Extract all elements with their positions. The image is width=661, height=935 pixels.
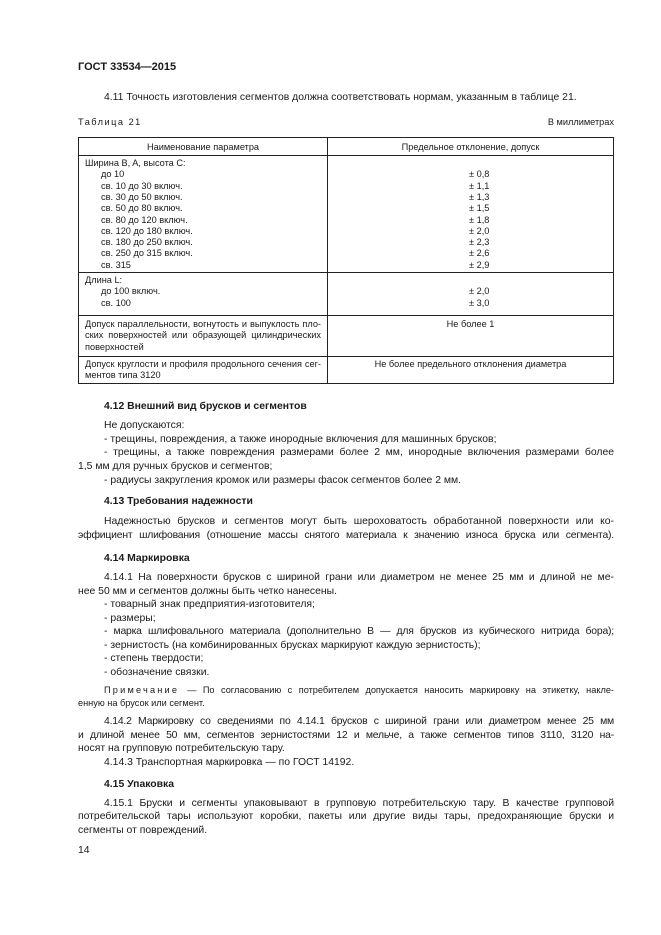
column-header-tolerance: Предельное отклонение, допуск	[401, 142, 540, 152]
tolerance-cell: ± 2,6	[469, 248, 490, 259]
section-4-14-heading: 4.14 Маркировка	[104, 553, 190, 564]
param-cell: до 10	[101, 169, 125, 180]
text-line: потребительской тары используют коробки, пакеты или другие виды тары, предохраняющие бруски и	[78, 811, 614, 822]
paragraph-4-11: 4.11 Точность изготовления сегментов должна соответствовать нормам, указанным в таблице 21.	[104, 92, 577, 103]
list-item: - обозначение связки.	[104, 667, 210, 678]
param-cell: св. 180 до 250 включ.	[101, 237, 193, 248]
text-line: Надежностью брусков и сегментов могут быть шероховатость обработанной поверхности или ко-	[104, 516, 614, 527]
param-cell: св. 120 до 180 включ.	[101, 225, 193, 236]
group-length-title: Длина L:	[85, 275, 123, 285]
tolerance-cell: ± 0,8	[469, 169, 490, 180]
document-header: ГОСТ 33534—2015	[78, 61, 177, 73]
param-cell: до 100 включ.	[101, 286, 161, 297]
row-divider	[79, 272, 613, 273]
param-cell: св. 80 до 120 включ.	[101, 214, 188, 225]
param-line: Допуск параллельности, вогнутость и выпуклость пло-	[85, 319, 321, 329]
tolerance-cell: ± 1,3	[469, 191, 490, 202]
tolerance-cell: ± 2,3	[469, 237, 490, 248]
group-width-title: Ширина B, A, высота C:	[85, 158, 186, 168]
text-line: 4.14.3 Транспортная маркировка — по ГОСТ 14192.	[104, 757, 355, 768]
param-line: ских поверхностей или образующей цилиндрических	[85, 330, 321, 341]
table-caption: Таблица 21	[78, 117, 142, 127]
text-line: сегменты от повреждений.	[78, 825, 208, 836]
param-line: ментов типа 3120	[85, 370, 161, 381]
param-cell: св. 250 до 315 включ.	[101, 248, 193, 259]
param-cell: св. 100	[101, 297, 131, 308]
tolerance-cell: ± 2,9	[469, 259, 490, 270]
param-cell: св. 10 до 30 включ.	[101, 180, 183, 191]
section-4-13-heading: 4.13 Требования надежности	[104, 496, 253, 507]
text-line: - радиусы закругления кромок или размеры фасок сегментов более 2 мм.	[104, 475, 462, 486]
tolerance-cell: ± 1,1	[469, 180, 490, 191]
row-roundness-param	[85, 359, 321, 382]
row-divider	[79, 356, 613, 357]
text-line: - трещины, повреждения, а также инородные включения для машинных брусков;	[104, 434, 497, 445]
list-item: - зернистость (на комбинированных брусках маркируют каждую зернистость);	[104, 640, 481, 651]
text-line: - трещины, а также повреждения размерами более 2 мм, инородные включения размерами более	[104, 447, 614, 458]
row-parallelism-param	[85, 319, 321, 353]
text-line: и длиной менее 50 мм, сегментов зернистостями 12 и мельче, а также сегментов типов 3110, 3120 на-	[78, 730, 614, 741]
list-item: - степень твердости;	[104, 653, 204, 664]
list-item: - размеры;	[104, 613, 156, 624]
tolerance-cell: ± 1,8	[469, 214, 490, 225]
tolerance-cell: ± 2,0	[469, 286, 490, 297]
param-cell: св. 50 до 80 включ.	[101, 203, 183, 214]
section-4-12-heading: 4.12 Внешний вид брусков и сегментов	[104, 401, 307, 412]
note-text: енную на брусок или сегмент.	[78, 698, 205, 708]
tolerance-cell: ± 3,0	[469, 297, 490, 308]
param-cell: св. 315	[101, 259, 131, 270]
text-line: 4.15.1 Бруски и сегменты упаковывают в групповую потребительскую тару. В качестве групповой	[104, 798, 614, 809]
row-divider	[79, 155, 613, 156]
list-item: - товарный знак предприятия-изготовителя;	[104, 599, 315, 610]
text-line: нее 50 мм и сегментов должны быть четко нанесены.	[78, 586, 337, 597]
tolerance-table	[78, 137, 614, 384]
text-line: Не допускаются:	[104, 420, 185, 431]
text-line: 4.14.1 На поверхности брусков с шириной грани или диаметром не менее 25 мм и длиной не ме-	[104, 572, 614, 583]
column-divider	[327, 138, 328, 383]
row-parallelism-value: Не более 1	[446, 319, 495, 329]
text-line: носят на групповую потребительскую тару.	[78, 743, 285, 754]
row-divider	[79, 315, 613, 316]
text-line: 1,5 мм для ручных брусков и сегментов;	[78, 461, 273, 472]
column-header-parameter: Наименование параметра	[146, 142, 260, 152]
text-line: 4.14.2 Маркировку со сведениями по 4.14.1 брусков с шириной грани или диаметром менее 25 мм	[104, 716, 614, 727]
page-number: 14	[78, 845, 90, 856]
note-text: — По согласованию с потребителем допускается наносить маркировку на этикетку, накле-	[187, 685, 614, 695]
note-label: Примечание	[104, 685, 180, 695]
param-cell: св. 30 до 50 включ.	[101, 191, 183, 202]
tolerance-cell: ± 1,5	[469, 203, 490, 214]
list-item: - марка шлифовального материала (дополнительно В — для брусков из кубического нитрида бора);	[104, 626, 614, 637]
section-4-15-heading: 4.15 Упаковка	[104, 779, 175, 790]
note	[104, 684, 614, 697]
row-roundness-value: Не более предельного отклонения диаметра	[374, 359, 567, 369]
table-units: В миллиметрах	[547, 117, 614, 127]
param-line: поверхностей	[85, 341, 144, 352]
param-line: Допуск круглости и профиля продольного сечения сег-	[85, 359, 321, 369]
text-line: эффициент шлифования (отношение массы снятого материала к значению износа бруска или сегмента).	[78, 530, 614, 541]
tolerance-cell: ± 2,0	[469, 225, 490, 236]
